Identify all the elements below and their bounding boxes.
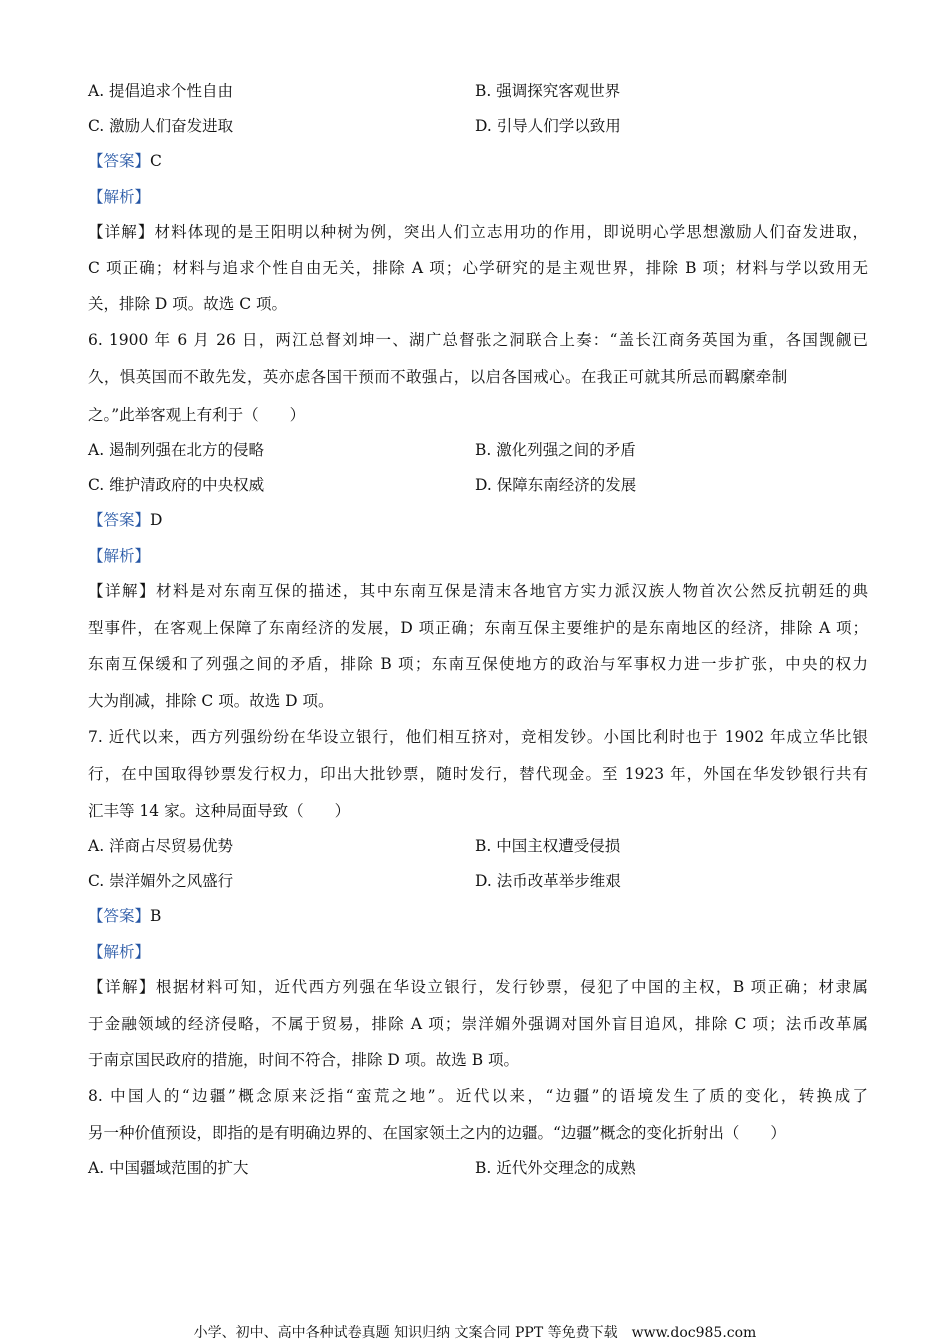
- detail-text: 材料体现的是王阳明以种树为例，突出人们立志用功的作用，即说明心学思想激励人们奋发进取，: [154, 223, 868, 241]
- q7-stem-line-1: 7. 近代以来，西方列强纷纷在华设立银行，他们相互挤对，竞相发钞。小国比利时也于 1902 年成立华比银: [88, 728, 868, 746]
- q6-option-b: B. 激化列强之间的矛盾: [475, 441, 636, 459]
- q6-stem-line-3: 之。”此举客观上有利于（ ）: [88, 406, 306, 424]
- q8-option-b: B. 近代外交理念的成熟: [475, 1159, 636, 1177]
- q7-stem-line-3: 汇丰等 14 家。这种局面导致（ ）: [88, 802, 351, 820]
- q7-option-b: B. 中国主权遭受侵损: [475, 837, 621, 855]
- detail-tag: 【详解】: [88, 223, 155, 241]
- detail-text: 材料是对东南互保的描述，其中东南互保是清末各地官方实力派汉族人物首次公然反抗朝廷的典: [155, 582, 868, 600]
- page-footer: [0, 1323, 950, 1343]
- q7-answer: [88, 905, 868, 927]
- q6-stem-line-2: 久，惧英国而不敢先发，英亦虑各国干预而不敢强占，以启各国戒心。在我正可就其所忌而羁縻牵制: [88, 368, 788, 386]
- footer-text: 小学、初中、高中各种试卷真题 知识归纳 文案合同 PPT 等免费下载: [193, 1325, 618, 1341]
- q5-analysis-tag: [88, 186, 868, 208]
- answer-value: B: [150, 907, 162, 925]
- q6-detail-line-4: 大为削减，排除 C 项。故选 D 项。: [88, 692, 334, 710]
- answer-tag: 【答案】: [88, 907, 151, 925]
- q6-analysis-tag: [88, 545, 868, 567]
- q7-analysis-tag: [88, 941, 868, 963]
- q7-option-a: A. 洋商占尽贸易优势: [88, 837, 234, 855]
- q6-option-a: A. 遏制列强在北方的侵略: [88, 441, 265, 459]
- q6-detail-line-1: [88, 580, 868, 602]
- q8-stem-line-1: 8. 中国人的“边疆”概念原来泛指“蛮荒之地”。近代以来，“边疆”的语境发生了质的变化，转换成了: [88, 1087, 868, 1105]
- q7-option-d: D. 法币改革举步维艰: [475, 872, 621, 890]
- footer-url[interactable]: www.doc985.com: [631, 1325, 757, 1341]
- q7-detail-line-2: 于金融领域的经济侵略，不属于贸易，排除 A 项；崇洋媚外强调对国外盲目追风，排除 C 项；法币改革属: [88, 1015, 868, 1033]
- detail-tag: 【详解】: [88, 978, 156, 996]
- q5-option-a: A. 提倡追求个性自由: [88, 82, 234, 100]
- q5-answer: [88, 150, 868, 172]
- q5-option-b: B. 强调探究客观世界: [475, 82, 621, 100]
- answer-tag: 【答案】: [88, 152, 151, 170]
- q5-option-d: D. 引导人们学以致用: [475, 117, 621, 135]
- q7-stem-line-2: 行，在中国取得钞票发行权力，印出大批钞票，随时发行，替代现金。至 1923 年，外国在华发钞银行共有: [88, 765, 868, 783]
- q7-detail-line-1: [88, 976, 868, 998]
- q8-option-a: A. 中国疆域范围的扩大: [88, 1159, 249, 1177]
- answer-value: D: [150, 511, 163, 529]
- q7-option-c: C. 崇洋媚外之风盛行: [88, 872, 234, 890]
- q5-detail-line-2: C 项正确；材料与追求个性自由无关，排除 A 项；心学研究的是主观世界，排除 B 项；材料与学以致用无: [88, 259, 868, 277]
- analysis-tag: 【解析】: [88, 547, 151, 565]
- analysis-tag: 【解析】: [88, 943, 151, 961]
- q6-answer: [88, 509, 868, 531]
- q6-stem-line-1: 6. 1900 年 6 月 26 日，两江总督刘坤一、湖广总督张之洞联合上奏：“盖长江商务英国为重，各国觊觎已: [88, 331, 868, 349]
- q6-detail-line-2: 型事件，在客观上保障了东南经济的发展，D 项正确；东南互保主要维护的是东南地区的经济，排除 A 项；: [88, 619, 868, 637]
- q5-detail-line-1: [88, 221, 868, 243]
- q6-option-d: D. 保障东南经济的发展: [475, 476, 637, 494]
- q6-detail-line-3: 东南互保缓和了列强之间的矛盾，排除 B 项；东南互保使地方的政治与军事权力进一步扩张，中央的权力: [88, 655, 868, 673]
- detail-text: 根据材料可知，近代西方列强在华设立银行，发行钞票，侵犯了中国的主权，B 项正确；材隶属: [155, 978, 868, 996]
- q5-detail-line-3: 关，排除 D 项。故选 C 项。: [88, 295, 287, 313]
- answer-tag: 【答案】: [88, 511, 151, 529]
- answer-value: C: [150, 152, 162, 170]
- q8-stem-line-2: 另一种价值预设，即指的是有明确边界的、在国家领土之内的边疆。“边疆”概念的变化折射出（ ）: [88, 1124, 786, 1142]
- detail-tag: 【详解】: [88, 582, 156, 600]
- q7-detail-line-3: 于南京国民政府的措施，时间不符合，排除 D 项。故选 B 项。: [88, 1051, 520, 1069]
- q5-option-c: C. 激励人们奋发进取: [88, 117, 234, 135]
- q6-option-c: C. 维护清政府的中央权威: [88, 476, 265, 494]
- analysis-tag: 【解析】: [88, 188, 151, 206]
